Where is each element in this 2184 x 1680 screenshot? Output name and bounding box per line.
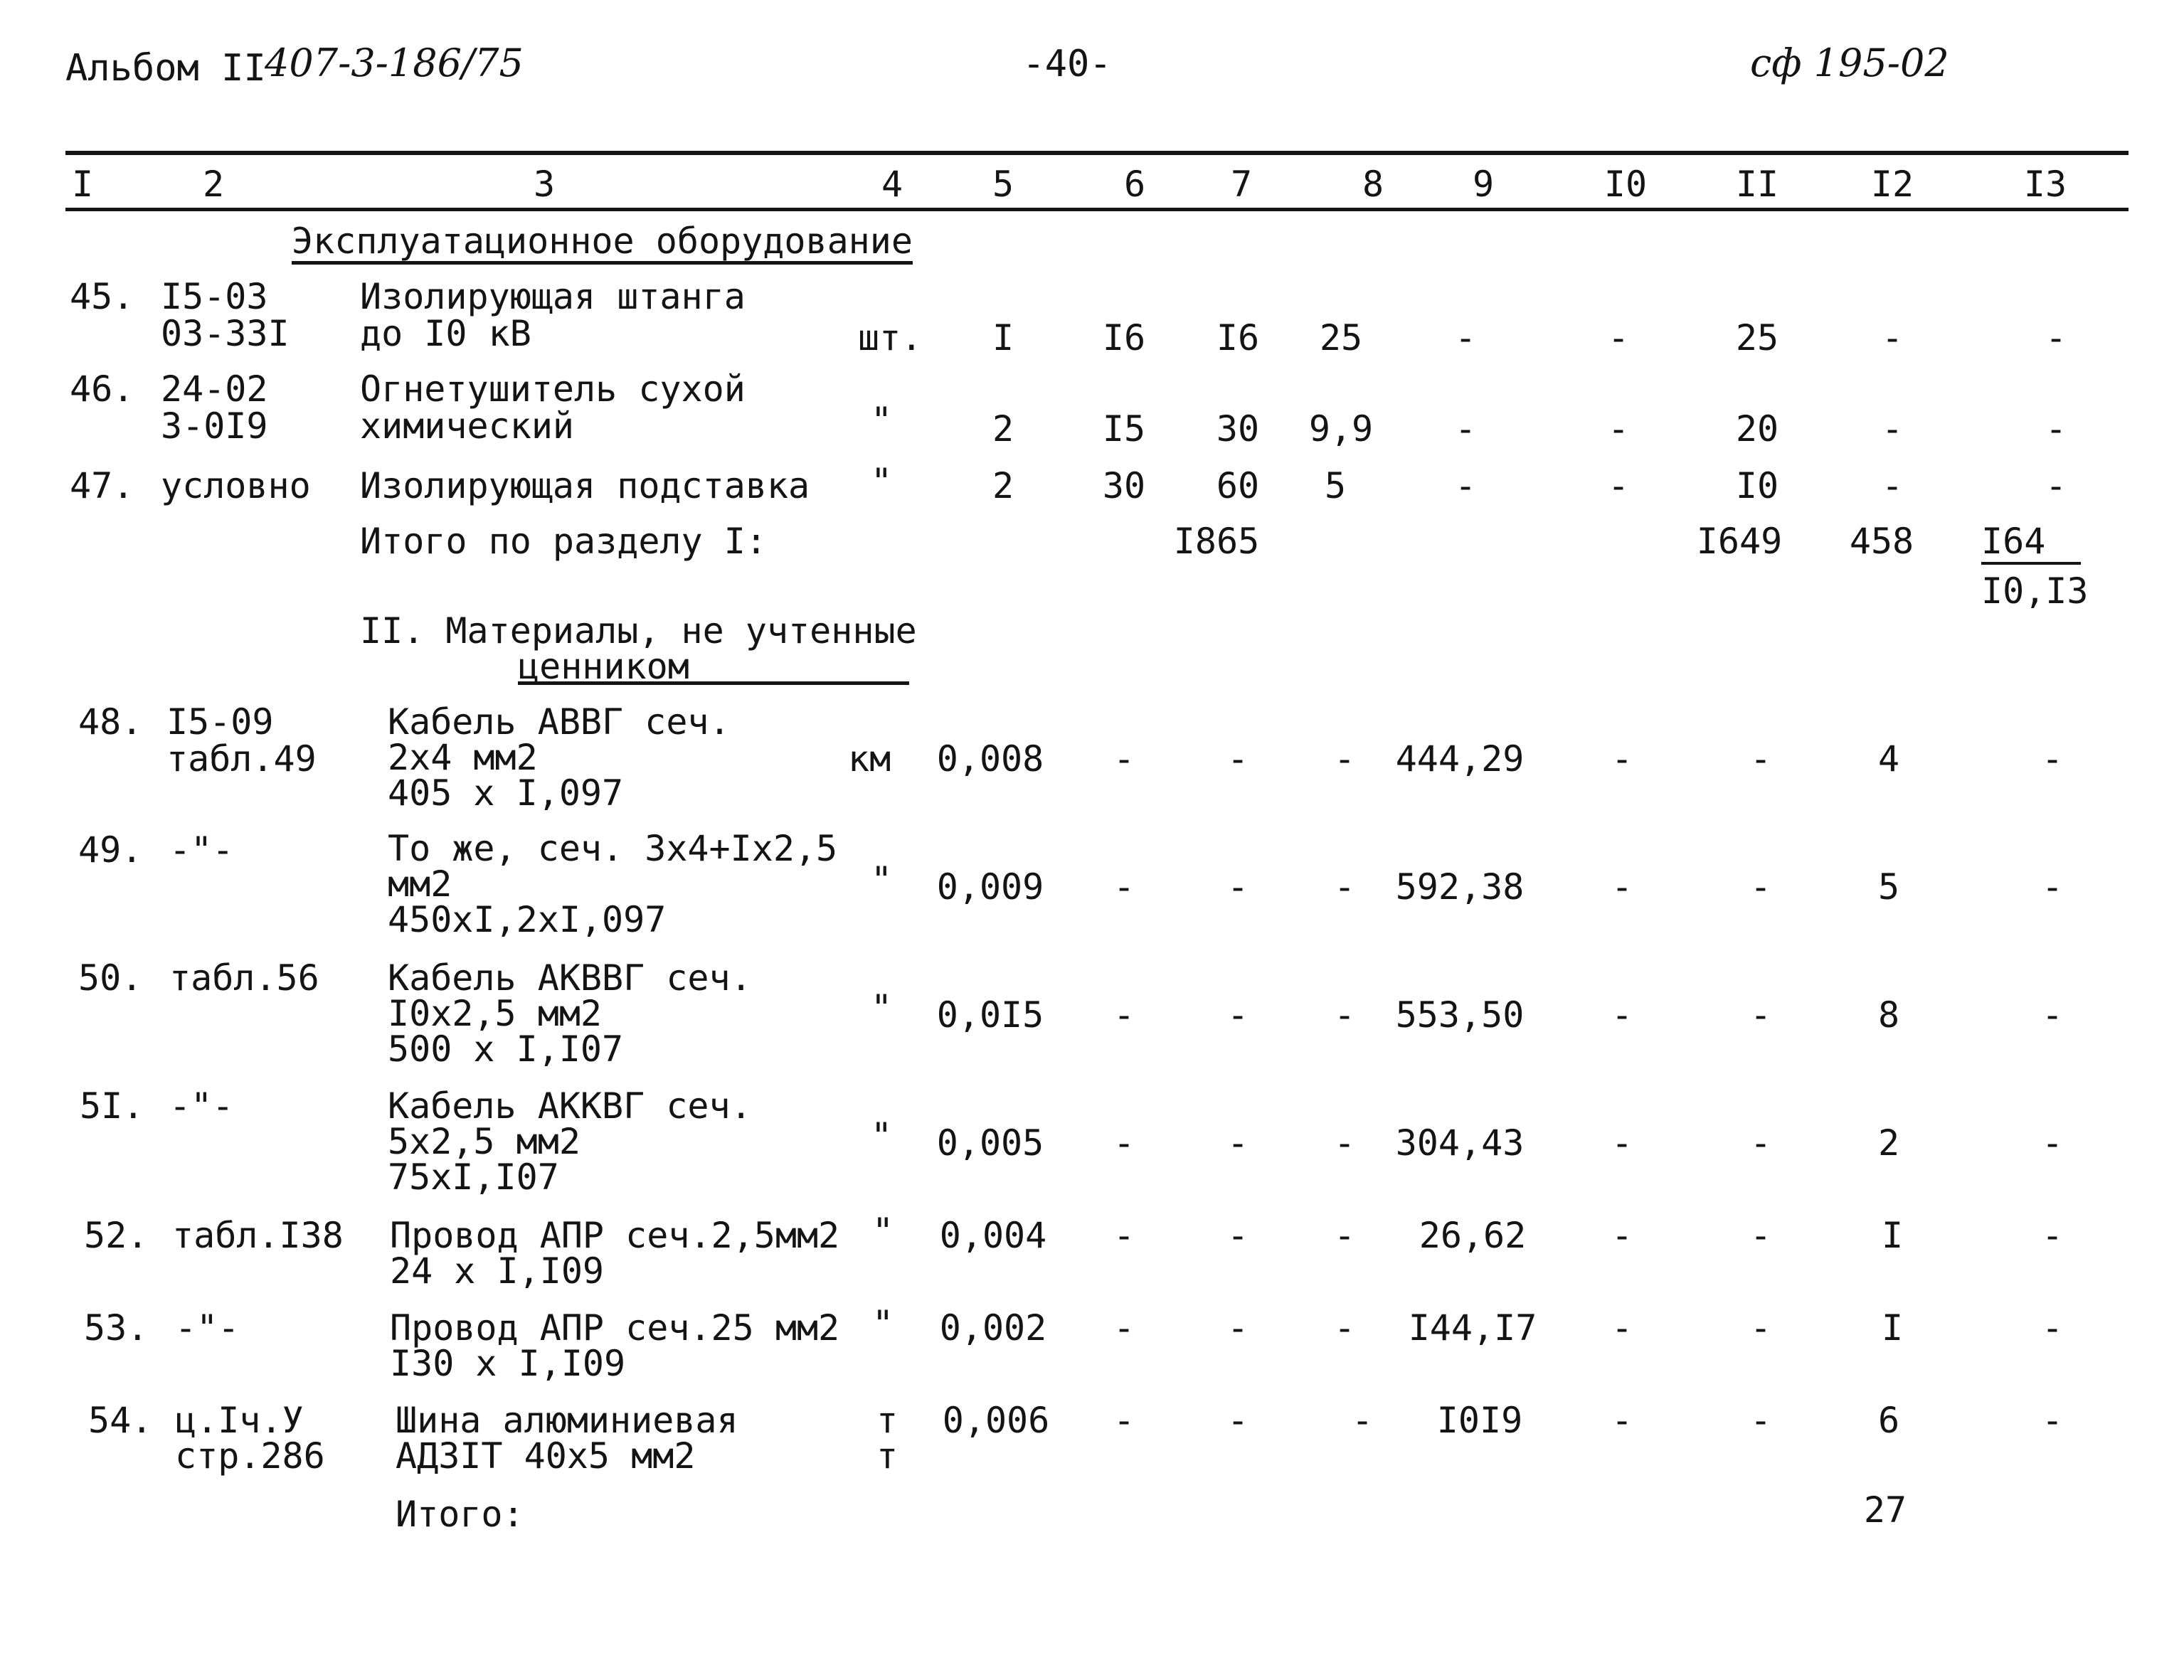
row-code: табл.56 — [169, 957, 319, 999]
section-heading-equipment: Эксплуатационное оборудование — [292, 223, 913, 265]
row-name: 24 х I,I09 — [390, 1250, 605, 1292]
row-cell: - — [1351, 1400, 1374, 1441]
row-name: 450хI,2хI,097 — [388, 899, 667, 940]
row-cell: 0,002 — [939, 1307, 1047, 1349]
row-number: 48. — [78, 701, 143, 743]
row-cell: - — [1113, 1400, 1135, 1441]
row-cell: 20 — [1735, 408, 1779, 450]
row-cell: - — [1611, 994, 1633, 1036]
row-cell: 60 — [1216, 465, 1260, 506]
row-cell: - — [1226, 1400, 1249, 1441]
row-cell: I0I9 — [1436, 1400, 1523, 1441]
row-cell: - — [2041, 1215, 2064, 1256]
row-cell: 5 — [1325, 465, 1347, 506]
album-label: Альбом II — [65, 47, 266, 90]
row-cell: - — [1226, 738, 1249, 780]
row-cell: - — [1226, 1215, 1249, 1256]
row-unit: " — [871, 987, 893, 1028]
row-cell: I44,I7 — [1408, 1307, 1537, 1349]
row-unit: " — [872, 1303, 894, 1344]
row-unit: т — [876, 1435, 898, 1477]
total-cell: 458 — [1849, 521, 1914, 562]
row-number: 47. — [70, 465, 134, 506]
row-name: Огнетушитель сухой — [360, 368, 746, 410]
col-header: 5 — [992, 164, 1014, 205]
row-cell: - — [1749, 866, 1772, 908]
row-cell: 4 — [1877, 738, 1900, 780]
row-name: 2х4 мм2 — [388, 737, 538, 778]
col-header: 9 — [1472, 164, 1495, 205]
row-cell: I5 — [1102, 408, 1146, 450]
row-number: 49. — [78, 829, 143, 871]
row-cell: 553,50 — [1395, 994, 1525, 1036]
section-heading-materials-line1: II. Материалы, не учтенные — [360, 610, 917, 652]
row-unit: " — [871, 859, 893, 900]
row-code: ц.Iч.У — [175, 1400, 304, 1441]
row-cell: 2 — [992, 408, 1014, 450]
row-cell: 304,43 — [1395, 1122, 1525, 1164]
row-name: 500 х I,I07 — [388, 1028, 624, 1070]
row-code: стр.286 — [175, 1435, 325, 1477]
row-unit: км — [848, 738, 891, 780]
row-cell: 30 — [1102, 465, 1146, 506]
row-cell: - — [1607, 317, 1630, 358]
row-cell: 444,29 — [1395, 738, 1525, 780]
row-unit: " — [871, 400, 893, 441]
total-cell: I865 — [1173, 521, 1260, 562]
row-code: табл.49 — [166, 738, 317, 780]
row-cell: I6 — [1102, 317, 1146, 358]
row-cell: - — [2041, 1122, 2064, 1164]
row-cell: - — [1226, 994, 1249, 1036]
row-cell: 592,38 — [1395, 866, 1525, 908]
row-code: 03-33I — [161, 313, 290, 354]
total-fraction-denominator: I0,I3 — [1981, 570, 2089, 612]
row-cell: - — [1454, 465, 1477, 506]
row-cell: - — [1881, 317, 1904, 358]
total-cell: I649 — [1696, 521, 1783, 562]
row-cell: I — [1881, 1215, 1904, 1256]
row-cell: 2 — [1877, 1122, 1900, 1164]
row-cell: 30 — [1216, 408, 1260, 450]
row-cell: - — [1113, 738, 1135, 780]
row-unit: " — [871, 461, 893, 502]
row-cell: - — [1611, 1215, 1633, 1256]
row-number: 45. — [70, 276, 134, 317]
row-cell: - — [1749, 1400, 1772, 1441]
row-code: условно — [161, 465, 311, 506]
table-header-rule — [65, 208, 2129, 211]
row-cell: 9,9 — [1308, 408, 1374, 450]
row-cell: - — [1611, 1400, 1633, 1441]
row-number: 52. — [84, 1215, 149, 1256]
row-cell: - — [1749, 994, 1772, 1036]
row-cell: - — [1113, 1215, 1135, 1256]
total-cell: 27 — [1863, 1489, 1907, 1531]
row-cell: - — [1333, 1122, 1356, 1164]
col-header: I2 — [1870, 164, 1914, 205]
row-code: -"- — [169, 829, 234, 871]
row-name: Изолирующая подставка — [360, 465, 810, 506]
col-header: II — [1735, 164, 1779, 205]
row-cell: I — [1881, 1307, 1904, 1349]
row-cell: I0 — [1735, 465, 1779, 506]
row-cell: - — [1333, 1215, 1356, 1256]
row-cell: 0,009 — [936, 866, 1044, 908]
row-cell: 6 — [1877, 1400, 1900, 1441]
row-unit: шт. — [858, 317, 923, 358]
row-cell: - — [1333, 1307, 1356, 1349]
row-cell: - — [1333, 866, 1356, 908]
row-cell: - — [1611, 866, 1633, 908]
row-number: 50. — [78, 957, 143, 999]
row-unit: " — [872, 1211, 894, 1252]
row-name: I0х2,5 мм2 — [388, 993, 603, 1034]
total-label: Итого: — [396, 1494, 524, 1535]
row-name: I30 х I,I09 — [390, 1343, 626, 1384]
row-cell: 8 — [1877, 994, 1900, 1036]
col-header: I — [71, 164, 94, 205]
row-cell: - — [1454, 317, 1477, 358]
table-top-rule — [65, 151, 2129, 155]
row-number: 54. — [88, 1400, 153, 1441]
row-cell: 0,005 — [936, 1122, 1044, 1164]
row-cell: - — [1611, 738, 1633, 780]
col-header: 7 — [1230, 164, 1253, 205]
col-header: 6 — [1123, 164, 1146, 205]
row-cell: - — [1113, 1307, 1135, 1349]
row-cell: - — [1749, 1307, 1772, 1349]
row-name: АД3IТ 40х5 мм2 — [396, 1435, 696, 1477]
total-label: Итого по разделу I: — [360, 521, 767, 562]
row-cell: - — [2041, 994, 2064, 1036]
row-code: табл.I38 — [172, 1215, 344, 1256]
row-cell: - — [1611, 1122, 1633, 1164]
row-code: I5-09 — [166, 701, 274, 743]
row-name: 5х2,5 мм2 — [388, 1121, 581, 1162]
row-name: Кабель АВВГ сеч. — [388, 701, 731, 743]
row-cell: - — [1749, 1122, 1772, 1164]
row-cell: - — [1611, 1307, 1633, 1349]
col-header: 8 — [1362, 164, 1384, 205]
row-cell: - — [1607, 408, 1630, 450]
row-cell: 5 — [1877, 866, 1900, 908]
album-code: 407-3-186/75 — [265, 41, 524, 85]
row-cell: - — [1333, 994, 1356, 1036]
row-code: -"- — [175, 1307, 240, 1349]
row-cell: 0,006 — [942, 1400, 1050, 1441]
row-cell: - — [2045, 317, 2067, 358]
row-cell: - — [1113, 1122, 1135, 1164]
row-cell: I6 — [1216, 317, 1260, 358]
row-cell: 0,0I5 — [936, 994, 1044, 1036]
row-cell: - — [2041, 1400, 2064, 1441]
row-number: 53. — [84, 1307, 149, 1349]
row-cell: 0,004 — [939, 1215, 1047, 1256]
row-name: Кабель АККВГ сеч. — [388, 1085, 752, 1127]
row-cell: - — [1749, 1215, 1772, 1256]
row-cell: - — [1881, 408, 1904, 450]
row-cell: - — [2045, 465, 2067, 506]
row-cell: 25 — [1319, 317, 1363, 358]
row-code: -"- — [169, 1085, 234, 1127]
row-name: химический — [360, 405, 575, 447]
col-header: I3 — [2023, 164, 2067, 205]
row-name: То же, сеч. 3х4+Iх2,5 — [388, 828, 838, 869]
col-header: I0 — [1603, 164, 1648, 205]
row-cell: - — [2041, 866, 2064, 908]
row-cell: 26,62 — [1419, 1215, 1527, 1256]
row-cell: - — [1226, 866, 1249, 908]
row-cell: - — [1607, 465, 1630, 506]
row-name: 405 х I,097 — [388, 772, 624, 814]
row-cell: 25 — [1735, 317, 1779, 358]
row-code: 24-02 — [161, 368, 268, 410]
row-code: I5-03 — [161, 276, 268, 317]
row-unit: т — [876, 1400, 898, 1441]
row-cell: - — [1113, 866, 1135, 908]
col-header: 2 — [202, 164, 225, 205]
page-number: -40- — [1022, 43, 1112, 85]
col-header: 4 — [881, 164, 903, 205]
row-cell: 2 — [992, 465, 1014, 506]
row-cell: - — [1333, 738, 1356, 780]
row-cell: - — [1113, 994, 1135, 1036]
total-fraction-numerator: I64 — [1981, 523, 2081, 565]
row-number: 5I. — [80, 1085, 144, 1127]
row-cell: - — [1749, 738, 1772, 780]
col-header: 3 — [533, 164, 556, 205]
row-name: Провод АПР сеч.25 мм2 — [390, 1307, 840, 1349]
row-cell: - — [1454, 408, 1477, 450]
row-cell: I — [992, 317, 1014, 358]
row-name: 75хI,I07 — [388, 1157, 559, 1198]
sheet-code: сф 195-02 — [1750, 41, 1949, 85]
row-name: Провод АПР сеч.2,5мм2 — [390, 1215, 840, 1256]
row-name: Шина алюминиевая — [396, 1400, 738, 1441]
row-name: Кабель АКВВГ сеч. — [388, 957, 752, 999]
row-name: до I0 кВ — [360, 313, 531, 354]
row-name: Изолирующая штанга — [360, 276, 746, 317]
row-cell: - — [1226, 1307, 1249, 1349]
row-cell: 0,008 — [936, 738, 1044, 780]
row-cell: - — [2045, 408, 2067, 450]
row-cell: - — [2041, 738, 2064, 780]
row-name: мм2 — [388, 863, 452, 905]
row-cell: - — [1226, 1122, 1249, 1164]
section-heading-materials-line2: ценником — [518, 646, 689, 687]
row-number: 46. — [70, 368, 134, 410]
row-unit: " — [871, 1115, 893, 1157]
row-code: 3-0I9 — [161, 405, 268, 447]
row-cell: - — [2041, 1307, 2064, 1349]
row-cell: - — [1881, 465, 1904, 506]
